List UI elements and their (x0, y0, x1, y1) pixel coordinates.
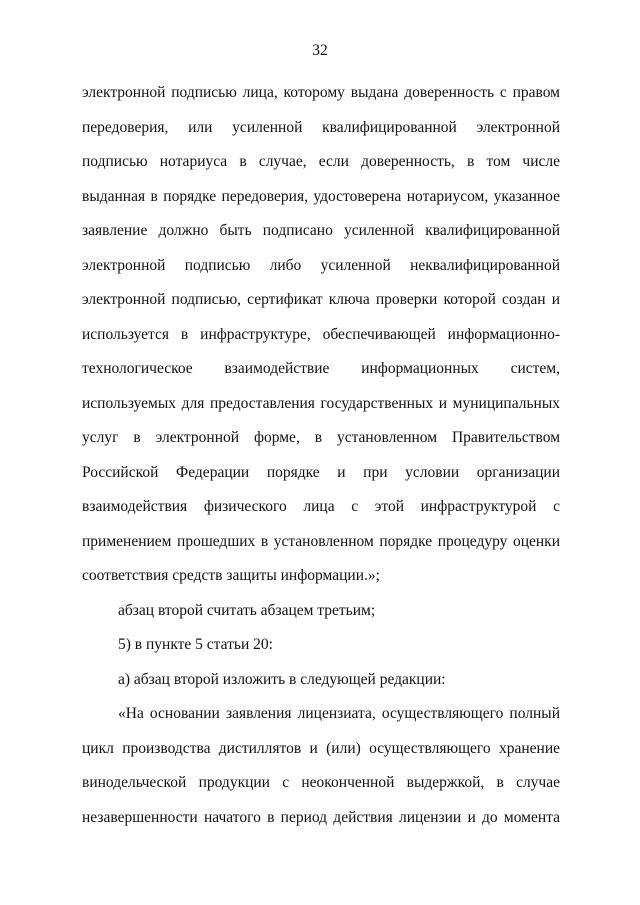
document-body (82, 76, 560, 835)
paragraph-signature-requirements: электронной подписью лица, которому выдана доверенность с правом передоверия, или усиленной квалифицированной электронной подписью нотариуса в случае, если доверенность, в том числе выданная в порядке передоверия, удостоверена нотариусом, указанное заявление должно быть подписано усиленной квалифицированной электронной подписью либо усиленной неквалифицированной электронной подписью, сертификат ключа проверки которой создан и используется в инфраструктуре, обеспечивающей информационно-технологическое взаимодействие информационных систем, используемых для предоставления государственных и муниципальных услуг в электронной форме, в установленном Правительством Российской Федерации порядке и при условии организации взаимодействия физического лица с этой инфраструктурой с применением прошедших в установленном порядке процедуру оценки соответствия средств защиты информации.»; (82, 84, 560, 584)
paragraph-renumber-abzac: абзац второй считать абзацем третьим; (118, 601, 376, 619)
paragraph-abzac-second-new-wording: а) абзац второй изложить в следующей редакции: (118, 670, 446, 688)
paragraph-licensee-application: «На основании заявления лицензиата, осуществляющего полный цикл производства дистиллятов и (или) осуществляющего хранение винодельческой продукции с неоконченной выдержкой, в случае незавершенности начатого в период действия лицензии и до момента (82, 705, 560, 826)
page-number: 32 (312, 42, 328, 59)
paragraph-item-5-article-20: 5) в пункте 5 статьи 20: (118, 636, 273, 653)
